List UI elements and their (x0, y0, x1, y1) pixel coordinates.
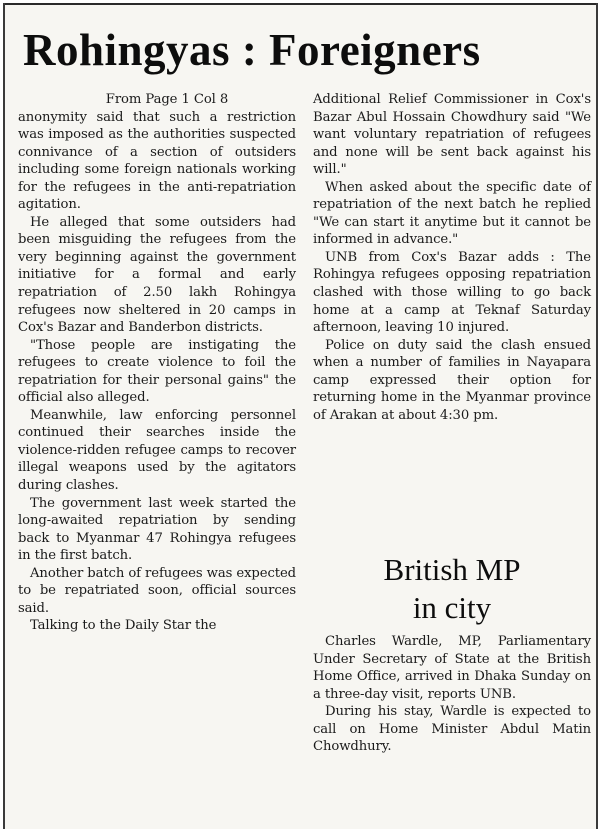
article-paragraph: He alleged that some outsiders had been misguiding the refugees from the very beginning against the government initiative for a formal and early repatriation of 2.50 lakh Rohingya refugees now sheltered in 20 camps in Cox's Bazar and Banderbon districts. (18, 214, 296, 336)
article-left-column (18, 91, 296, 635)
second-headline-line-1: British MP (383, 552, 521, 587)
article-paragraph: Meanwhile, law enforcing personnel continued their searches inside the violence-ridden refugee camps to recover illegal weapons used by the agitators during clashes. (18, 407, 296, 494)
article-paragraph: anonymity said that such a restriction was imposed as the authorities suspected connivance of a section of outsiders including some foreign nationals working for the refugees in the anti-repatriation agitation. (18, 109, 296, 213)
clipping-left-border (3, 3, 5, 829)
newspaper-clipping (3, 3, 598, 829)
second-article-paragraph: During his stay, Wardle is expected to call on Home Minister Abdul Matin Chowdhury. (313, 704, 591, 755)
article-paragraph: Another batch of refugees was expected to be repatriated soon, official sources said. (18, 565, 296, 616)
second-article-headline (313, 551, 591, 627)
clipping-top-border (3, 3, 598, 5)
article-paragraph: The government last week started the long-awaited repatriation by sending back to Myanmar 47 Rohingya refugees in the first batch. (18, 495, 296, 564)
article-paragraph: "Those people are instigating the refugees to create violence to foil the repatriation for their personal gains" the official also alleged. (18, 337, 296, 406)
second-headline-line-2: in city (412, 590, 492, 625)
continued-from-note: From Page 1 Col 8 (105, 92, 229, 107)
article-paragraph: Police on duty said the clash ensued when a number of families in Nayapara camp expressed their option for returning home in the Myanmar province of Arakan at about 4:30 pm. (313, 337, 591, 423)
second-article-body (313, 633, 591, 756)
article-paragraph: UNB from Cox's Bazar adds : The Rohingya refugees opposing repatriation clashed with those willing to go back home at a camp at Teknaf Saturday afternoon, leaving 10 injured. (313, 249, 591, 336)
second-article-paragraph: Charles Wardle, MP, Parliamentary Under Secretary of State at the British Home Office, arrived in Dhaka Sunday on a three-day visit, reports UNB. (313, 634, 591, 702)
article-headline: Rohingyas : Foreigners (23, 25, 481, 75)
article-paragraph: When asked about the specific date of repatriation of the next batch he replied "We can start it anytime but it cannot be informed in advance." (313, 179, 591, 248)
article-paragraph: Talking to the Daily Star the (30, 618, 217, 634)
clipping-right-border (596, 3, 598, 829)
article-paragraph: Additional Relief Commissioner in Cox's Bazar Abul Hossain Chowdhury said "We want voluntary repatriation of refugees and none will be sent back against his will." (313, 92, 591, 178)
article-right-column (313, 91, 591, 424)
